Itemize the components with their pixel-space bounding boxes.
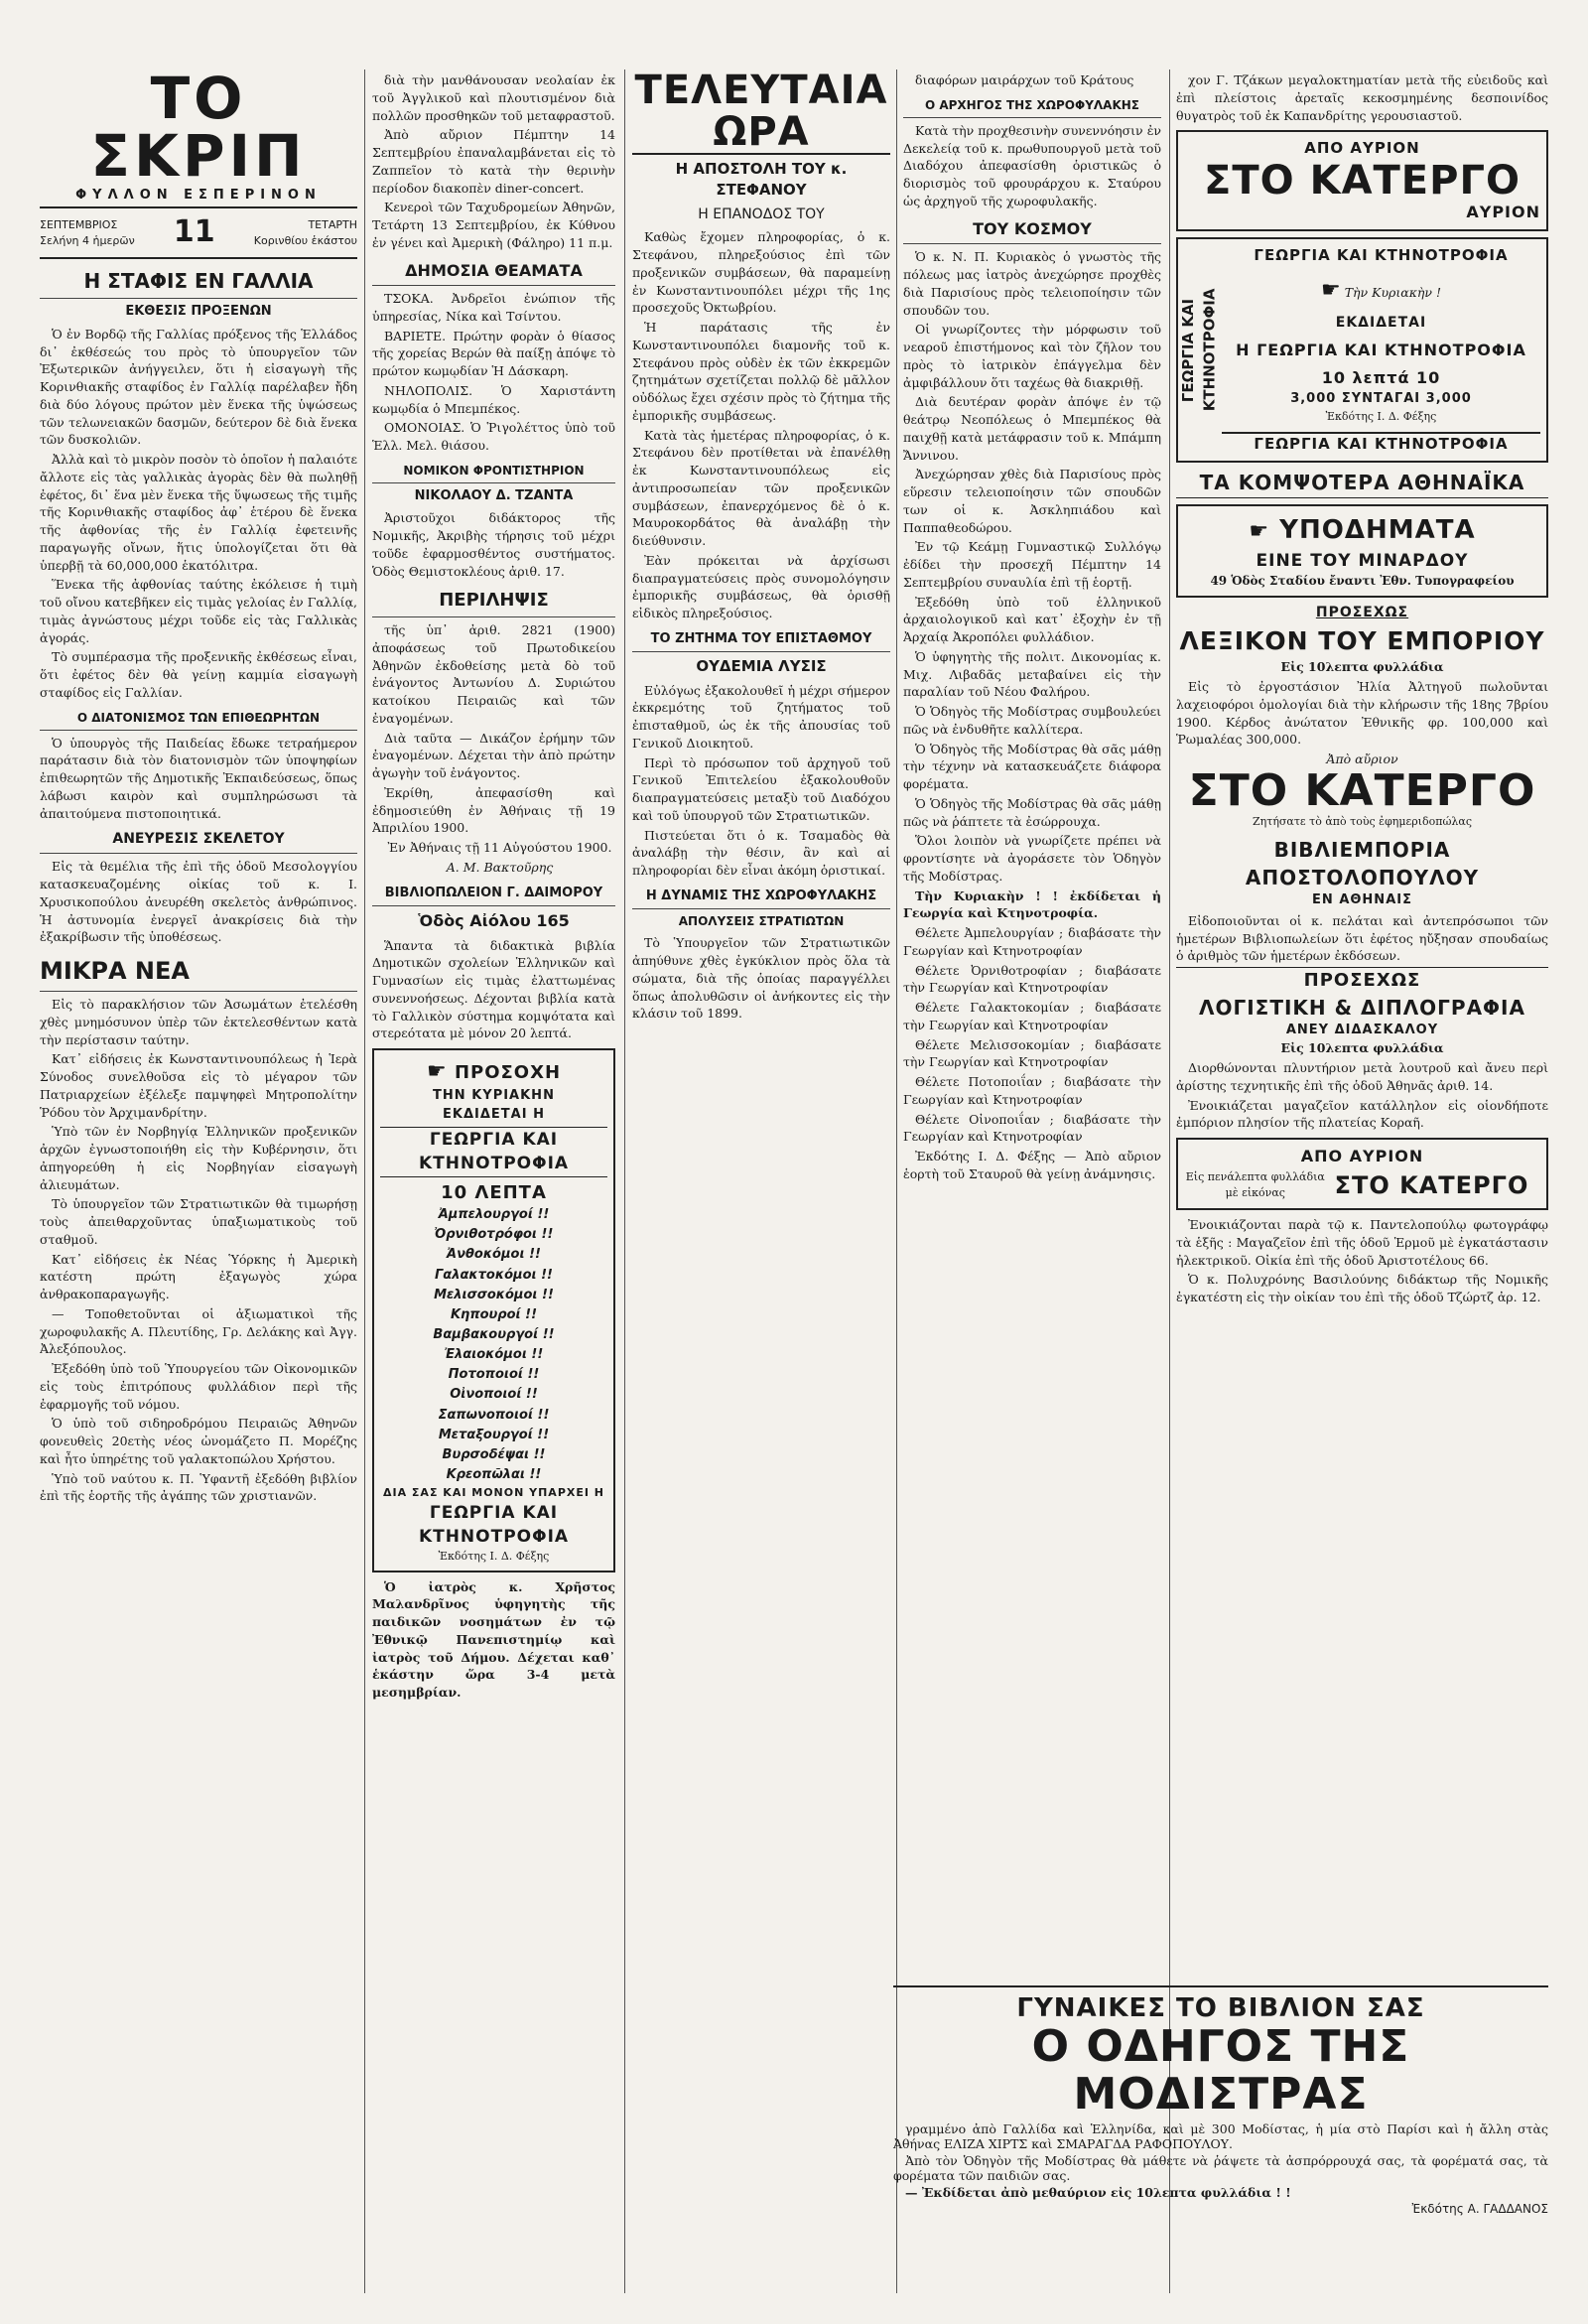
published-label: ΕΚΔΙΔΕΤΑΙ Η xyxy=(443,1106,545,1122)
paragraph: Ὁ ὑπὸ τοῦ σιδηροδρόμου Πειραιῶς Ἀθηνῶν φονευθεὶς 20ετὴς νέος ὠνομάζετο Π. Μορέζης καὶ ἦτο ὑπηρέτης τοῦ γαλακτοπώλου Χρήστου. xyxy=(40,1416,357,1466)
feast-note: Κορινθίου ἑκάστου xyxy=(253,233,357,247)
paragraph: ΝΗΛΟΠΟΛΙΣ. Ὁ Χαριστάντη κωμῳδία ὁ Μπεμπέκος. xyxy=(372,382,615,416)
section-title: ΔΗΜΟΣΙΑ ΘΕΑΜΑΤΑ xyxy=(372,260,615,287)
ad-line: Θέλετε Μελισσοκομίαν ; διαβάσατε τὴν Γεωργίαν καὶ Κτηνοτροφίαν xyxy=(903,1036,1161,1070)
paragraph: Ἐκδότης Ι. Δ. Φέξης — Ἀπὸ αὔριον ἑορτὴ τοῦ Σταυροῦ θὰ γείνῃ ἀνάμνησις. xyxy=(903,1149,1161,1181)
publisher-label: Ἐκδότης Α. ΓΑΔΔΑΝΟΣ xyxy=(1411,2201,1548,2216)
article-subtitle: Η ΑΠΟΣΤΟΛΗ ΤΟΥ κ. ΣΤΕΦΑΝΟΥ xyxy=(675,160,848,200)
list-footer: ΔΙΑ ΣΑΣ ΚΑΙ ΜΟΝΟΝ ΥΠΑΡΧΕΙ Η xyxy=(382,1486,605,1500)
ad-bottom-title: ΓΕΩΡΓΙΑ ΚΑΙ ΚΤΗΝΟΤΡΟΦΙΑ xyxy=(1222,432,1540,455)
column-5 xyxy=(1176,69,1548,1916)
paragraph: Κατὰ τὴν προχθεσινὴν συνεννόησιν ἐν Δεκελείᾳ τοῦ κ. πρωθυπουργοῦ μετὰ τοῦ Διαδόχου ἀπεφασίσθη ὁριστικῶς ὁ διορισμὸς τοῦ φρουράρχου κ. Σταύρου ὡς ἀρχηγοῦ τῆς χωροφυλακῆς. xyxy=(903,122,1161,208)
reader-list-item: Ἀνθοκόμοι !! xyxy=(447,1247,541,1263)
pointing-hand-icon: ☛ xyxy=(1320,277,1341,303)
attention-label: ΠΡΟΣΕΧΩΣ xyxy=(1315,604,1409,620)
ad-price: Εἰς 10λεπτα φυλλάδια xyxy=(1280,1040,1444,1056)
ad-georgia xyxy=(372,1048,615,1572)
notice-date: Ἐν Ἀθήναις τῇ 11 Αὐγούστου 1900. xyxy=(387,840,612,855)
paragraph: Ἐξεδόθη ὑπὸ τοῦ Ὑπουργείου τῶν Οἰκονομικῶν εἰς τοὺς ἐπιτρόπους φυλλάδιον περὶ τῆς ἐφαρμογῆς τοῦ νόμου. xyxy=(40,1361,357,1412)
reader-list-item: Βυρσοδέψαι !! xyxy=(442,1446,546,1462)
paragraph: Κενεροὶ τῶν Ταχυδρομείων Ἀθηνῶν, Τετάρτη 13 Σεπτεμβρίου, ἐκ Κύθνου ἐν γένει καὶ Ἀμερικὴ (Φάληρο) 11 π.μ. xyxy=(372,200,615,250)
ad-address: 49 Ὁδὸς Σταδίου ἔναντι Ἐθν. Τυπογραφείου xyxy=(1210,573,1515,588)
ad-line: Θέλετε Οἰνοποιΐαν ; διαβάσατε τὴν Γεωργίαν καὶ Κτηνοτροφίαν xyxy=(903,1111,1161,1145)
paragraph: Εἰδοποιοῦνται οἱ κ. πελάται καὶ ἀντεπρόσωποι τῶν ἡμετέρων Βιβλιοπωλείων ὅτι ἐφέτος ηὔξησαν σπουδαίως ὁ ἀριθμὸς τῶν ἡμετέρων ἐκδόσεων. xyxy=(1176,912,1548,964)
paragraph: Ἐν τῷ Κεάμῃ Γυμναστικῷ Συλλόγῳ ἐδίδει τὴν προσεχῆ Πέμπτην 14 Σεπτεμβρίου συναυλία ἐπὶ τῇ ἑορτῇ. xyxy=(903,539,1161,590)
paragraph: Διὰ δευτέραν φορὰν ἀπόψε ἐν τῷ θεάτρῳ Νεοπόλεως ὁ Μπεμπέκος θὰ παιχθῇ κατὰ μετάφρασιν τοῦ κ. Μπάμπη Ἄννινου. xyxy=(903,394,1161,463)
ad-title: ΥΠΟΔΗΜΑΤΑ xyxy=(1279,514,1476,545)
ad-subtitle: ΑΝΕΥ ΔΙΔΑΣΚΑΛΟΥ xyxy=(1285,1023,1439,1038)
vertical-title: ΓΕΩΡΓΙΑ ΚΑΙ ΚΤΗΝΟΤΡΟΦΙΑ xyxy=(1179,289,1219,412)
column-2 xyxy=(372,69,615,2293)
article-subtitle: ΟΥΔΕΜΙΑ ΛΥΣΙΣ xyxy=(696,657,827,676)
paragraph: Ὁ Ὁδηγὸς τῆς Μοδίστρας συμβουλεύει πῶς νὰ ἐνδυθῆτε καλλίτερα. xyxy=(903,704,1161,737)
paragraph: Κατ᾽ εἰδήσεις ἐκ Νέας Ὑόρκης ἡ Ἀμερικὴ κατέστη πρώτη ἐξαγωγὸς χώρα ἀνθρακοπαραγωγῆς. xyxy=(40,1251,357,1302)
article-title: Η ΣΤΑΦΙΣ ΕΝ ΓΑΛΛΙΑ xyxy=(40,267,357,299)
reader-list-item: Ποτοποιοί !! xyxy=(448,1367,540,1383)
paragraph: Ὅλοι λοιπὸν νὰ γνωρίζετε πρέπει νὰ φροντίσητε νὰ ἀγοράσετε τὸν Ὁδηγὸν τῆς Μοδίστρας. xyxy=(903,833,1161,884)
reader-list-item: Μεταξουργοί !! xyxy=(438,1427,550,1442)
paragraph: Ἐκρίθη, ἀπεφασίσθη καὶ ἐδημοσιεύθη ἐν Ἀθήναις τῇ 19 Ἀπριλίου 1900. xyxy=(372,784,615,836)
column-rule xyxy=(896,69,897,2293)
pointing-hand-icon: ☛ xyxy=(426,1059,448,1085)
paragraph: Ἕνεκα τῆς ἀφθονίας ταύτης ἐκόλεισε ἡ τιμὴ τοῦ οἴνου κατεβῆκεν εἰς τιμὰς γελοίας ἐν Γαλλίᾳ, τιμὰς ἀγνώστους μέχρι τοῦδε εἰς τὰς Γαλλικὰς ἀγοράς. xyxy=(40,577,357,645)
ad-subtitle: ΕΙΝΕ ΤΟΥ ΜΙΝΑΡΔΟΥ xyxy=(1256,550,1469,571)
ad-katergo xyxy=(1176,130,1548,231)
reader-list-item: Ἀμπελουργοί !! xyxy=(438,1207,550,1223)
paragraph: Ὑπὸ τῶν ἐν Νορβηγίᾳ Ἑλληνικῶν προξενικῶν ἀρχῶν ἐγνωστοποιήθη εἰς τὴν Κυβέρνησιν, ὅτι ἀπηγορεύθη ἡ εἰς Νορβηγίαν εἰσαγωγὴ ἀλιευμάτων. xyxy=(40,1124,357,1192)
column-3 xyxy=(632,69,890,2293)
reader-list-item: Γαλακτοκόμοι !! xyxy=(435,1267,553,1283)
reader-list-item: Μελισσοκόμοι !! xyxy=(434,1287,554,1302)
paragraph: Ἐνοικιάζονται παρὰ τῷ κ. Παντελοπούλῳ φωτογράφῳ τὰ ἑξῆς : Μαγαζεῖον ἐπὶ τῆς ὁδοῦ Ἑρμοῦ μὲ ἐγκατάστασιν ἠλεκτρικοῦ. Οἰκία ἐπὶ τῆς ὁδοῦ Ἀριστοτέλους 66. xyxy=(1176,1217,1548,1268)
day-number: 11 xyxy=(173,214,215,250)
paragraph: Ὁ ὑπουργὸς τῆς Παιδείας ἔδωκε τετραήμερον παράτασιν διὰ τὸν διατονισμὸν τῶν ὑποψηφίων ἐπιθεωρητῶν τῆς Δημοτικῆς Ἐκπαιδεύσεως, ὅπως λάβωσι καιρὸν καὶ συμπληρώσωσι τὰ ἀπαιτούμενα πιστοποιητικά. xyxy=(40,735,357,821)
masthead-subtitle: ΦΥΛΛΟΝ ΕΣΠΕΡΙΝΟΝ xyxy=(75,188,322,203)
paragraph: Διορθώνονται πλυντήριον μετὰ λουτροῦ καὶ ἄνευ περὶ ἀρίστης τεχνητικῆς ἐπὶ τῆς ὁδοῦ Ἀθηνᾶς ἀριθ. 14. xyxy=(1176,1060,1548,1093)
column-4 xyxy=(903,69,1161,1976)
paragraph: Ὁ Ὁδηγὸς τῆς Μοδίστρας θὰ σᾶς μάθῃ τὴν τέχνην νὰ κατασκευάζετε διάφορα φορέματα. xyxy=(903,741,1161,791)
column-rule xyxy=(624,69,625,2293)
magazine-name: ΓΕΩΡΓΙΑ ΚΑΙ ΚΤΗΝΟΤΡΟΦΙΑ xyxy=(380,1127,607,1176)
paragraph: Ἀπὸ αὔριον Πέμπτην 14 Σεπτεμβρίου ἐπαναλαμβάνεται εἰς τὸ Ζαππεῖον τὸ κατὰ τὴν θερινὴν περίοδον διακοπὲν diner-concert. xyxy=(372,127,615,196)
column-rule xyxy=(1169,69,1170,2293)
paragraph: διὰ τὴν μανθάνουσαν νεολαίαν ἐκ τοῦ Ἀγγλικοῦ καὶ πλουτισμένον διὰ πολλῶν προσθηκῶν τοῦ μεταφραστοῦ. xyxy=(372,72,615,123)
ad-komps: ΤΑ ΚΟΜΨΟΤΕΡΑ ΑΘΗΝΑΪΚΑ xyxy=(1176,469,1548,497)
reader-list xyxy=(380,1205,607,1485)
ad-katergo-small xyxy=(1176,1138,1548,1210)
paragraph: Ἡ παράτασις τῆς ἐν Κωνσταντινουπόλει διαμονῆς τοῦ κ. Στεφάνου πρὸς οὐδὲν ἐκ τῶν ἐκκρεμῶν ζητημάτων σχετίζεται πολλῷ δὲ μᾶλλον οὐδόλως ἔχει σχέσιν πρὸς τὸ ζήτημα τῆς ἐμπορικῆς συμβάσεως. xyxy=(632,320,890,423)
price-label: 10 λεπτά 10 xyxy=(1321,368,1441,388)
publisher-label: Ἐκδότης Ι. Δ. Φέξης xyxy=(438,1549,550,1563)
column-1 xyxy=(40,69,357,2293)
ad-top-label: ΑΠΟ ΑΥΡΙΟΝ xyxy=(1300,1147,1424,1166)
publisher-label: Ἐκδότης Ι. Δ. Φέξης xyxy=(1325,409,1437,423)
reader-list-item: Ἐλαιοκόμοι !! xyxy=(444,1347,544,1363)
paragraph: Οἱ γνωρίζοντες τὴν μόρφωσιν τοῦ νεαροῦ ἐπιστήμονος καὶ τὸν ζῆλον του πρὸς τὸ ἰατρικὸν ἐπάγγελμα δὲν ἀμφιβάλλουν ὅτι ταχέως θὰ διακριθῇ. xyxy=(903,322,1161,390)
price-label: 10 ΛΕΠΤΑ xyxy=(441,1181,547,1203)
article-title: ΤΟ ΖΗΤΗΜΑ ΤΟΥ ΕΠΙΣΤΑΘΜΟΥ xyxy=(632,630,890,652)
attention-label: ΠΡΟΣΟΧΗ xyxy=(454,1062,562,1084)
sunday-label: ΤΗΝ ΚΥΡΙΑΚΗΝ xyxy=(433,1088,555,1104)
paragraph: Ἀριστοῦχοι διδάκτορος τῆς Νομικῆς, Ἀκριβὴς τήρησις τοῦ μέχρι τοῦδε ἐφαρμοσθέντος συστήματος. Ὁδὸς Θεμιστοκλέους ἀριθ. 17. xyxy=(372,510,615,579)
paragraph: Ἐξεδόθη ὑπὸ τοῦ ἑλληνικοῦ ἀρχαιολογικοῦ καὶ κατ᾽ ἐξοχὴν ἐν τῇ Ἀρχαίᾳ Ἀκροπόλει φυλλάδιον. xyxy=(903,594,1161,644)
paragraph: ΤΣΟΚΑ. Ἀνδρεῖοι ἐνώπιον τῆς ὑπηρεσίας, Νίκα καὶ Τσίντου. xyxy=(372,291,615,324)
attention-label: ΠΡΟΣΕΧΩΣ xyxy=(1176,967,1548,994)
paragraph: Ὁ Ὁδηγὸς τῆς Μοδίστρας θὰ σᾶς μάθῃ πῶς νὰ ῥάπτετε τὰ ἐσώρρουχα. xyxy=(903,795,1161,829)
subscribers-label: 3,000 ΣΥΝΤΑΓΑΙ 3,000 xyxy=(1290,391,1472,407)
ad-top-label: ΑΠΟ ΑΥΡΙΟΝ xyxy=(1304,139,1420,158)
paragraph: Ὁ κ. Πολυχρόνης Βασιλούνης διδάκτωρ τῆς Νομικῆς ἐγκατέστη εἰς τὴν οἰκίαν του ἐπὶ τῆς ὁδοῦ Τζώρτζ ἀρ. 12. xyxy=(1176,1272,1548,1305)
paragraph: Ἀνεχώρησαν χθὲς διὰ Παρισίους πρὸς εὕρεσιν τελειοποίησιν τῶν σπουδῶν των οἱ κ. Ἀσκληπιάδου καὶ Παππαθεοδώρου. xyxy=(903,467,1161,535)
magazine-name: ΓΕΩΡΓΙΑ ΚΑΙ ΚΤΗΝΟΤΡΟΦΙΑ xyxy=(418,1502,570,1547)
published-label: ΕΚΔΙΔΕΤΑΙ xyxy=(1335,314,1427,331)
paragraph: χον Γ. Τζάκων μεγαλοκτηματίαν μετὰ τῆς εὐειδοῦς καὶ ἐπὶ πλείστοις ἀρεταῖς κεκοσμημένης δεσποινίδος θυγατρὸς τοῦ ἐκ Καπανδρίτης γερουσιαστοῦ. xyxy=(1176,72,1548,123)
reader-list-item: Βαμβακουργοί !! xyxy=(433,1326,555,1342)
paragraph: Ἀπὸ τὸν Ὁδηγὸν τῆς Μοδίστρας θὰ μάθετε νὰ ῥάψετε τὰ ἀσπρόρρουχά σας, τὰ φορέματά σας, τὰ φορέματα τῶν παιδιῶν σας. xyxy=(893,2152,1548,2183)
section-subtitle: Ὁδὸς Αἰόλου 165 xyxy=(418,910,570,930)
paragraph: Τὸ Ὑπουργεῖον τῶν Στρατιωτικῶν ἀπηύθυνε χθὲς ἐγκύκλιον πρὸς ὅλα τὰ σώματα, διὰ τῆς ὁποίας παραγγέλλει ὅπως ἀπολυθῶσιν οἱ ἀνήκοντες εἰς τὴν κλάσιν τοῦ 1899. xyxy=(632,935,890,1022)
paragraph: Εἰς τὸ ἐργοστάσιον Ἠλία Ἀλτηγοῦ πωλοῦνται λαχειοφόροι ὁμολογίαι διὰ τὴν κλήρωσιν τῆς 18ης 7βρίου 1900. Κέρδος ἀνώτατον Ἐθνικῆς φρ. 100,000 καὶ Ῥωμαλέας 300,000. xyxy=(1176,679,1548,748)
article-title: ΑΝΕΥΡΕΣΙΣ ΣΚΕΛΕΤΟΥ xyxy=(40,830,357,854)
ad-big-label: ΣΤΟ ΚΑΤΕΡΓΟ xyxy=(1188,764,1536,816)
modista-banner xyxy=(893,1985,1548,2216)
paragraph: Καθὼς ἔχομεν πληροφορίας, ὁ κ. Στεφάνου, πληρεξούσιος ἐπὶ τῶν προξενικῶν συμβάσεων, θὰ παραμείνῃ ἐν Κωνσταντινουπόλει μέχρι τῆς 1ης προσεχοῦς Ὀκτωβρίου. xyxy=(632,229,890,316)
article-title: Η ΔΥΝΑΜΙΣ ΤΗΣ ΧΩΡΟΦΥΛΑΚΗΣ xyxy=(632,888,890,909)
sunday-label: Τὴν Κυριακὴν ! xyxy=(1344,284,1442,300)
paragraph: Τὸ ὑπουργεῖον τῶν Στρατιωτικῶν θὰ τιμωρήσῃ τοὺς ἀπειθαρχοῦντας ὑπαξιωματικοὺς τοῦ σταθμοῦ. xyxy=(40,1196,357,1247)
paragraph: ΟΜΟΝΟΙΑΣ. Ὁ Ῥιγολέττος ὑπὸ τοῦ Ἑλλ. Μελ. θιάσου. xyxy=(372,420,615,454)
ad-subtitle: Ζητήσατε τὸ ἀπὸ τοὺς ἐφημεριδοπώλας xyxy=(1253,814,1472,828)
section-title: ΝΟΜΙΚΟΝ ΦΡΟΝΤΙΣΤΗΡΙΟΝ xyxy=(372,463,615,483)
section-title: Ο ΑΡΧΗΓΟΣ ΤΗΣ ΧΩΡΟΦΥΛΑΚΗΣ xyxy=(903,97,1161,118)
paragraph: Τὴν Κυριακὴν ! ! ἐκδίδεται ἡ Γεωργία καὶ Κτηνοτροφία. xyxy=(903,888,1161,921)
paragraph: Εἰς τὰ θεμέλια τῆς ἐπὶ τῆς ὁδοῦ Μεσολογγίου κατασκευαζομένης οἰκίας τοῦ κ. Ι. Χρυσικοπούλου ἀνευρέθη σκελετὸς ἀνθρώπινος. Ἡ ἀστυνομία ἐνεργεῖ ἀνακρίσεις διὰ τὴν ἐξακρίβωσιν τῆς ὑποθέσεως. xyxy=(40,859,357,945)
banner-headline: ΓΥΝΑΙΚΕΣ ΤΟ ΒΙΒΛΙΟΝ ΣΑΣ xyxy=(1016,1993,1425,2023)
paragraph: διαφόρων μαιράρχων τοῦ Κράτους xyxy=(915,72,1134,87)
ad-georgia-box xyxy=(1176,237,1548,463)
notice-signature: Α. Μ. Βακτοῦρης xyxy=(446,859,554,875)
reader-list-item: Κηπουροί !! xyxy=(450,1306,537,1322)
ad-title: ΓΕΩΡΓΙΑ ΚΑΙ ΚΤΗΝΟΤΡΟΦΙΑ xyxy=(1254,246,1509,265)
ad-big-label: ΣΤΟ ΚΑΤΕΡΓΟ xyxy=(1334,1170,1529,1199)
ad-title: ΛΕΞΙΚΟΝ ΤΟΥ ΕΜΠΟΡΙΟΥ xyxy=(1179,625,1545,655)
paragraph: Κατ᾽ εἰδήσεις ἐκ Κωνσταντινουπόλεως ἡ Ἱερὰ Σύνοδος συνελθοῦσα εἰς τὸ μέγαρον τῶν Πατριαρχείων ἐξέλεξε παμψηφεὶ Μητροπολίτην Ῥόδου τὸν Ἀρχιμανδρίτην. xyxy=(40,1051,357,1120)
paragraph: Εἰς τὸ παρακλήσιον τῶν Ἀσωμάτων ἐτελέσθη χθὲς μνημόσυνον ὑπὲρ τῶν ἐκτελεσθέντων κατὰ τὴν περίστασιν ταύτην. xyxy=(40,997,357,1047)
paragraph: — Τοποθετοῦνται οἱ ἀξιωματικοὶ τῆς χωροφυλακῆς Α. Πλευτίδης, Γρ. Δελάκης καὶ Ἀγγ. Ἀλεξόπουλος. xyxy=(40,1305,357,1357)
article-subtitle: ΕΚΘΕΣΙΣ ΠΡΟΞΕΝΩΝ xyxy=(125,304,272,320)
paragraph: Ὁ ὑφηγητὴς τῆς πολιτ. Δικονομίας κ. Μιχ. Λιβαδᾶς μεταβαίνει εἰς τὴν παραλίαν τοῦ Νέου Φαλήρου. xyxy=(903,648,1161,700)
ad-title: ΛΟΓΙΣΤΙΚΗ & ΔΙΠΛΟΓΡΑΦΙΑ xyxy=(1199,995,1525,1020)
reader-list-item: Ὀρνιθοτρόφοι !! xyxy=(434,1227,554,1243)
weekday: ΤΕΤΑΡΤΗ xyxy=(308,218,357,232)
paragraph: Ἅπαντα τὰ διδακτικὰ βιβλία Δημοτικῶν σχολείων Ἑλληνικῶν καὶ Γυμνασίων εἰς τιμὰς ἐλαττωμένας συνεννοήσεως. Δέχονται βιβλία κατὰ τὸ Γαλλικὸν σύστημα κομψότατα καὶ στερεότατα μὲ μόνον 20 λεπτά. xyxy=(372,937,615,1041)
magazine-name: Η ΓΕΩΡΓΙΑ ΚΑΙ ΚΤΗΝΟΤΡΟΦΙΑ xyxy=(1236,340,1526,359)
reader-list-item: Σαπωνοποιοί !! xyxy=(438,1407,550,1423)
paragraph: Ἐνοικιάζεται μαγαζεῖον κατάλληλον εἰς οἱονδήποτε ἐμπόριον πλησίον τῆς πλατείας Κοραῆ. xyxy=(1176,1097,1548,1131)
masthead-title: ΤΟ ΣΚΡΙΠ xyxy=(90,69,307,190)
month: ΣΕΠΤΕΜΒΡΙΟΣ xyxy=(40,218,118,232)
section-title: ΤΟΥ ΚΟΣΜΟΥ xyxy=(903,218,1161,245)
paragraph: Κατὰ τὰς ἡμετέρας πληροφορίας, ὁ κ. Στεφάνου δὲν προτίθεται νὰ ἐπανέλθῃ ἐκ Κωνσταντινουπόλεως εἰς ἀντιπροσωπείαν τῶν προξενικῶν συμβάσεων, ἐπανερχόμενος δὲ ὁ κ. Μαυροκορδάτος θὰ ἀναλάβῃ τὴν διεύθυνσιν. xyxy=(632,427,890,549)
dateline xyxy=(40,206,357,259)
ad-title: ΒΙΒΛΙΕΜΠΟΡΙΑ xyxy=(1273,837,1451,862)
ad-top-label: Ἀπὸ αὔριον xyxy=(1326,752,1398,767)
paragraph: Εὐλόγως ἐξακολουθεῖ ἡ μέχρι σήμερον ἐκκρεμότης τοῦ ζητήματος τοῦ ἐπισταθμοῦ, ὡς ἐκ τῆς ἀπουσίας τοῦ Γενικοῦ Διοικητοῦ. xyxy=(632,682,890,751)
reader-list-item: Κρεοπῶλαι !! xyxy=(446,1466,542,1482)
paragraph: Περὶ τὸ πρόσωπον τοῦ ἀρχηγοῦ τοῦ Γενικοῦ Ἐπιτελείου ἐξακολουθοῦν διαπραγματεύσεις μεταξὺ τοῦ Διαδόχου καὶ τοῦ ὑπουργοῦ τῶν Στρατιωτικῶν. xyxy=(632,754,890,823)
article-title: ΜΙΚΡΑ ΝΕΑ xyxy=(40,954,357,992)
paragraph: τῆς ὑπ᾽ ἀριθ. 2821 (1900) ἀποφάσεως τοῦ Πρωτοδικείου Ἀθηνῶν ἐκδοθείσης μετὰ δὸ τοῦ ἐνάγοντος Ἀντωνίου Δ. Συριώτου κατοίκου Πειραιῶς καὶ τῶν ἐναγομένων. xyxy=(372,622,615,726)
ad-line: Θέλετε Γαλακτοκομίαν ; διαβάσατε τὴν Γεωργίαν καὶ Κτηνοτροφίαν xyxy=(903,1000,1161,1032)
reader-list-item: Οἰνοποιοί !! xyxy=(450,1387,538,1403)
ad-line: Θέλετε Ποτοποιΐαν ; διαβάσατε τὴν Γεωργίαν καὶ Κτηνοτροφίαν xyxy=(903,1074,1161,1107)
paragraph: Ἐὰν πρόκειται νὰ ἀρχίσωσι διαπραγματεύσεις πρὸς συνομολόγησιν ἐμπορικῆς συμβάσεως, θὰ ὁρισθῇ εἰδικὸς πληρεξούσιος. xyxy=(632,552,890,621)
ad-note: Εἰς πενάλεπτα φυλλάδια μὲ εἰκόνας xyxy=(1185,1170,1325,1199)
section-subtitle: ΝΙΚΟΛΑΟΥ Δ. ΤΖΑΝΤΑ xyxy=(414,488,574,503)
ad-place: ΕΝ ΑΘΗΝΑΙΣ xyxy=(1312,892,1412,908)
article-title: ΤΕΛΕΥΤΑΙΑ ΩΡΑ xyxy=(632,69,890,155)
paragraph: Διὰ ταῦτα — Δικάζον ἐρήμην τῶν ἐναγομένων. Δέχεται τὴν ἀπὸ πρώτην ἀγωγὴν τοῦ ἐνάγοντος. xyxy=(372,730,615,780)
paragraph: Ὁ κ. Ν. Π. Κυριακὸς ὁ γνωστὸς τῆς πόλεως μας ἰατρὸς ἀνεχώρησε προχθὲς διὰ Παρισίους πρὸς τελειοποίησιν τῶν σπουδῶν του. xyxy=(903,249,1161,318)
column-rule xyxy=(364,69,365,2293)
paragraph: Πιστεύεται ὅτι ὁ κ. Τσαμαδὸς θὰ ἀναλάβῃ τὴν θέσιν, ἂν καὶ αἱ πληροφορίαι δὲν εἶναι ἀκόμη ὁριστικαί. xyxy=(632,827,890,879)
banner-big-title: Ο ΟΔΗΓΟΣ ΤΗΣ ΜΟΔΙΣΤΡΑΣ xyxy=(1031,2021,1410,2120)
ad-line: Θέλετε Ὀρνιθοτροφίαν ; διαβάσατε τὴν Γεωργίαν καὶ Κτηνοτροφίαν xyxy=(903,962,1161,996)
ad-big-label: ΣΤΟ ΚΑΤΕΡΓΟ xyxy=(1204,157,1521,204)
ad-name: ΑΠΟΣΤΟΛΟΠΟΥΛΟΥ xyxy=(1245,865,1480,889)
newspaper-page xyxy=(40,69,1548,2293)
pointing-hand-icon: ☛ xyxy=(1249,518,1270,544)
paragraph: Ὑπὸ τοῦ ναύτου κ. Π. Ὑφαντῆ ἐξεδόθη βιβλίον ἐπὶ τῆς ἑορτῆς τῆς ἀγάπης τῶν χριστιανῶν. xyxy=(40,1470,357,1504)
section-title: ΒΙΒΛΙΟΠΩΛΕΙΟΝ Γ. ΔΑΙΜΟΡΟΥ xyxy=(372,885,615,906)
article-subtitle: ΑΠΟΛΥΣΕΙΣ ΣΤΡΑΤΙΩΤΩΝ xyxy=(678,914,845,929)
georgia-ads xyxy=(903,924,1161,1146)
moon-note: Σελήνη 4 ἡμερῶν xyxy=(40,233,135,247)
paragraph: ΒΑΡΙΕΤΕ. Πρώτην φορὰν ὁ θίασος τῆς χορείας Βερών θὰ παίξῃ ἀπόψε τὸ πρώτον κωμῳδίαν Ἡ Δάσκαρη. xyxy=(372,328,615,379)
article-title: Ο ΔΙΑΤΟΝΙΣΜΟΣ ΤΩΝ ΕΠΙΘΕΩΡΗΤΩΝ xyxy=(40,710,357,731)
paragraph: Ἀλλὰ καὶ τὸ μικρὸν ποσὸν τὸ ὁποῖον ἡ παλαιότε ἄλλοτε εἰς τὰς γαλλικὰς ἀγορὰς δὲν θὰ πωληθῇ ἐφέτος, δι᾽ ἕνα μὲν ἕνεκα τῆς ὕψωσεως τῆς τιμῆς τῆς Κορινθιακῆς σταφίδος ἀφ᾽ ἑτέρου δὲ ἕνεκα τῆς ἀφθονίας τῆς ἐν Γαλλίᾳ ἐφετεινῆς παραγωγῆς οἴνων, ἥτις ὑπολογίζεται ὅτι θὰ ὑπερβῇ τὰ 60,000,000 ἑκατόλιτρα. xyxy=(40,452,357,573)
article-subtitle: Η ΕΠΑΝΟΔΟΣ ΤΟΥ xyxy=(698,205,825,222)
ad-shoes xyxy=(1176,504,1548,598)
paragraph: Ὁ ἰατρὸς κ. Χρῆστος Μαλανδρῖνος ὑφηγητὴς τῆς παιδικῶν νοσημάτων ἐν τῷ Ἐθνικῷ Πανεπιστημίῳ καὶ ἰατρὸς τοῦ Δήμου. Δέχεται καθ᾽ ἑκάστην ὥρα 3-4 μετὰ μεσημβρίαν. xyxy=(372,1578,615,1701)
ad-small-label: ΑΥΡΙΟΝ xyxy=(1466,202,1540,221)
section-title: ΠΕΡΙΛΗΨΙΣ xyxy=(372,588,615,617)
ad-subtitle: Εἰς 10λεπτα φυλλάδια xyxy=(1280,659,1444,675)
paragraph: Ὁ ἐν Βορδῷ τῆς Γαλλίας πρόξενος τῆς Ἑλλάδος δι᾽ ἐκθέσεώς του πρὸς τὸ ὑπουργεῖον τῶν Ἐξωτερικῶν ἀνήγγειλεν, ὅτι ἡ εἰσαγωγὴ τῆς Κορινθιακῆς σταφίδος ἐν Γαλλίᾳ παρέλαβεν ἤδη διὰ δύο λόγους πρώτον μὲν ἕνεκα τῆς ὑψώσεως τῶν τελωνειακῶν δασμῶν, δεύτερον δὲ διὰ ἕνεκα τῶν δυσκολιῶν. xyxy=(40,326,357,448)
paragraph: — Ἐκδίδεται ἀπὸ μεθαύριον εἰς 10λεπτα φυλλάδια ! ! xyxy=(905,2184,1291,2200)
paragraph: γραμμένο ἀπὸ Γαλλίδα καὶ Ἑλληνίδα, καὶ μὲ 300 Μοδίστας, ἡ μία στὸ Παρίσι καὶ ἡ ἄλλη στὰς Ἀθήνας ΕΛΙΖΑ ΧΙΡΤΣ καὶ ΣΜΑΡΑΓΔΑ ΡΑΦΟΠΟΥΛΟΥ. xyxy=(893,2120,1548,2151)
ad-line: Θέλετε Ἀμπελουργίαν ; διαβάσατε τὴν Γεωργίαν καὶ Κτηνοτροφίαν xyxy=(903,925,1161,958)
paragraph: Τὸ συμπέρασμα τῆς προξενικῆς ἐκθέσεως εἶναι, ὅτι ἐφέτος δὲν θὰ γείνῃ καμμία εἰσαγωγὴ σταφίδος εἰς Γαλλίαν. xyxy=(40,649,357,700)
